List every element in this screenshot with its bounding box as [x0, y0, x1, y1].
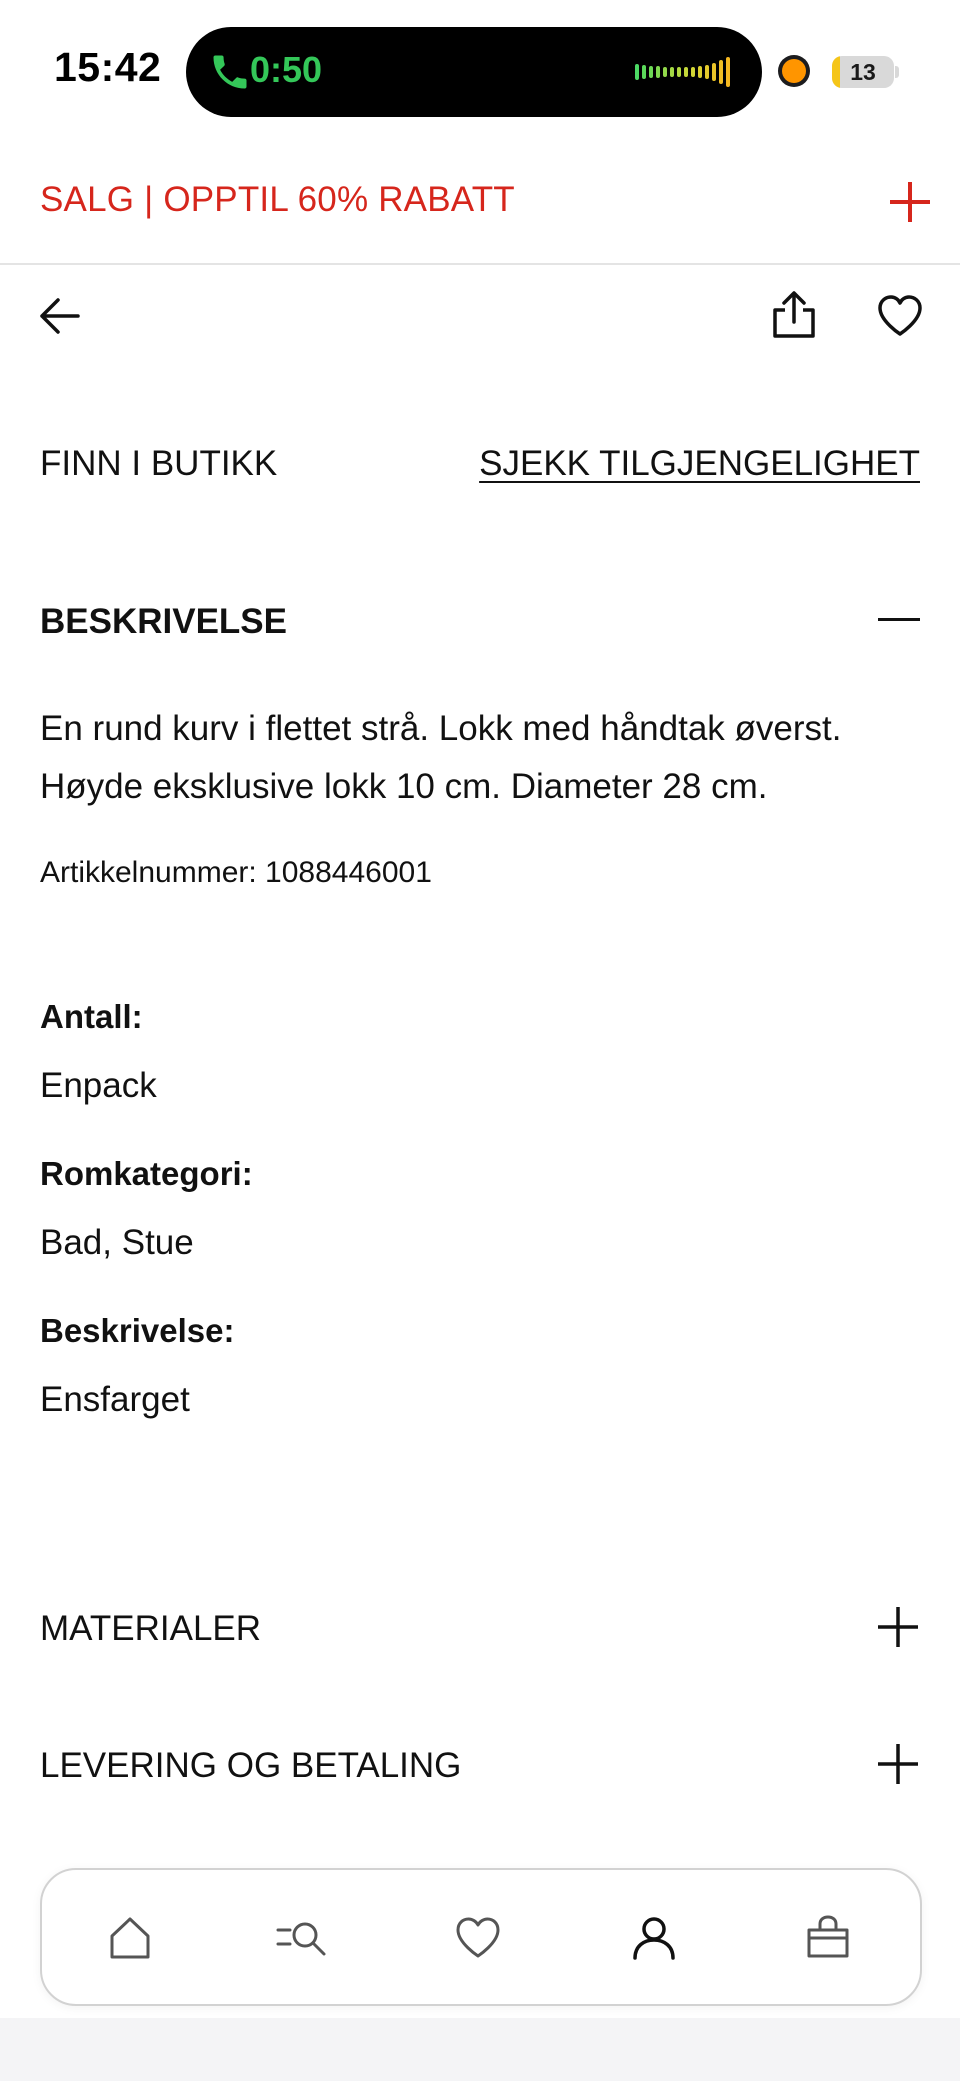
- bottom-tab-bar: [40, 1868, 922, 2006]
- materials-section-header[interactable]: [40, 1609, 920, 1653]
- attribute-value-description: Ensfarget: [40, 1380, 190, 1419]
- arrow-left-icon[interactable]: [36, 292, 84, 340]
- audio-waveform-icon: [634, 55, 734, 89]
- dynamic-island[interactable]: [186, 27, 762, 117]
- share-icon[interactable]: [769, 290, 819, 340]
- attribute-label-description: Beskrivelse:: [40, 1312, 235, 1349]
- description-section-header[interactable]: [40, 598, 920, 650]
- plus-icon[interactable]: [876, 1605, 920, 1649]
- call-timer: 0:50: [250, 49, 323, 90]
- battery-level: 13: [850, 58, 876, 85]
- attribute-label-room-category: Romkategori:: [40, 1155, 253, 1192]
- description-text: En rund kurv i flettet strå. Lokk med håndtak øverst. Høyde eksklusive lokk 10 cm. Diameter 28 cm.: [40, 709, 842, 806]
- delivery-payment-title: LEVERING OG BETALING: [40, 1746, 462, 1785]
- heart-icon[interactable]: [450, 1910, 506, 1966]
- attribute-label-quantity: Antall:: [40, 998, 143, 1035]
- check-availability-link[interactable]: SJEKK TILGJENGELIGHET: [479, 444, 920, 483]
- heart-icon[interactable]: [876, 292, 924, 340]
- account-icon[interactable]: [626, 1910, 682, 1966]
- article-number: Artikkelnummer: 1088446001: [40, 856, 432, 889]
- recording-indicator: [782, 59, 806, 83]
- battery-cap: [895, 66, 899, 78]
- search-icon[interactable]: [274, 1910, 330, 1966]
- home-icon[interactable]: [102, 1910, 158, 1966]
- status-time: 15:42: [54, 44, 162, 90]
- attribute-value-room-category: Bad, Stue: [40, 1223, 194, 1262]
- materials-title: MATERIALER: [40, 1609, 262, 1648]
- promo-banner[interactable]: [0, 150, 960, 265]
- minus-icon[interactable]: [878, 618, 920, 622]
- phone-call-icon: [208, 49, 252, 95]
- plus-icon[interactable]: [888, 180, 932, 224]
- promo-text: SALG | OPPTIL 60% RABATT: [40, 180, 515, 219]
- delivery-payment-section-header[interactable]: [40, 1746, 920, 1790]
- home-indicator-area: [0, 2018, 960, 2081]
- shopping-bag-icon[interactable]: [800, 1910, 856, 1966]
- attribute-value-quantity: Enpack: [40, 1066, 157, 1105]
- description-title: BESKRIVELSE: [40, 602, 287, 641]
- find-in-store-label: FINN I BUTIKK: [40, 444, 278, 483]
- status-bar: [0, 0, 960, 140]
- plus-icon[interactable]: [876, 1742, 920, 1786]
- battery-indicator: [832, 56, 894, 88]
